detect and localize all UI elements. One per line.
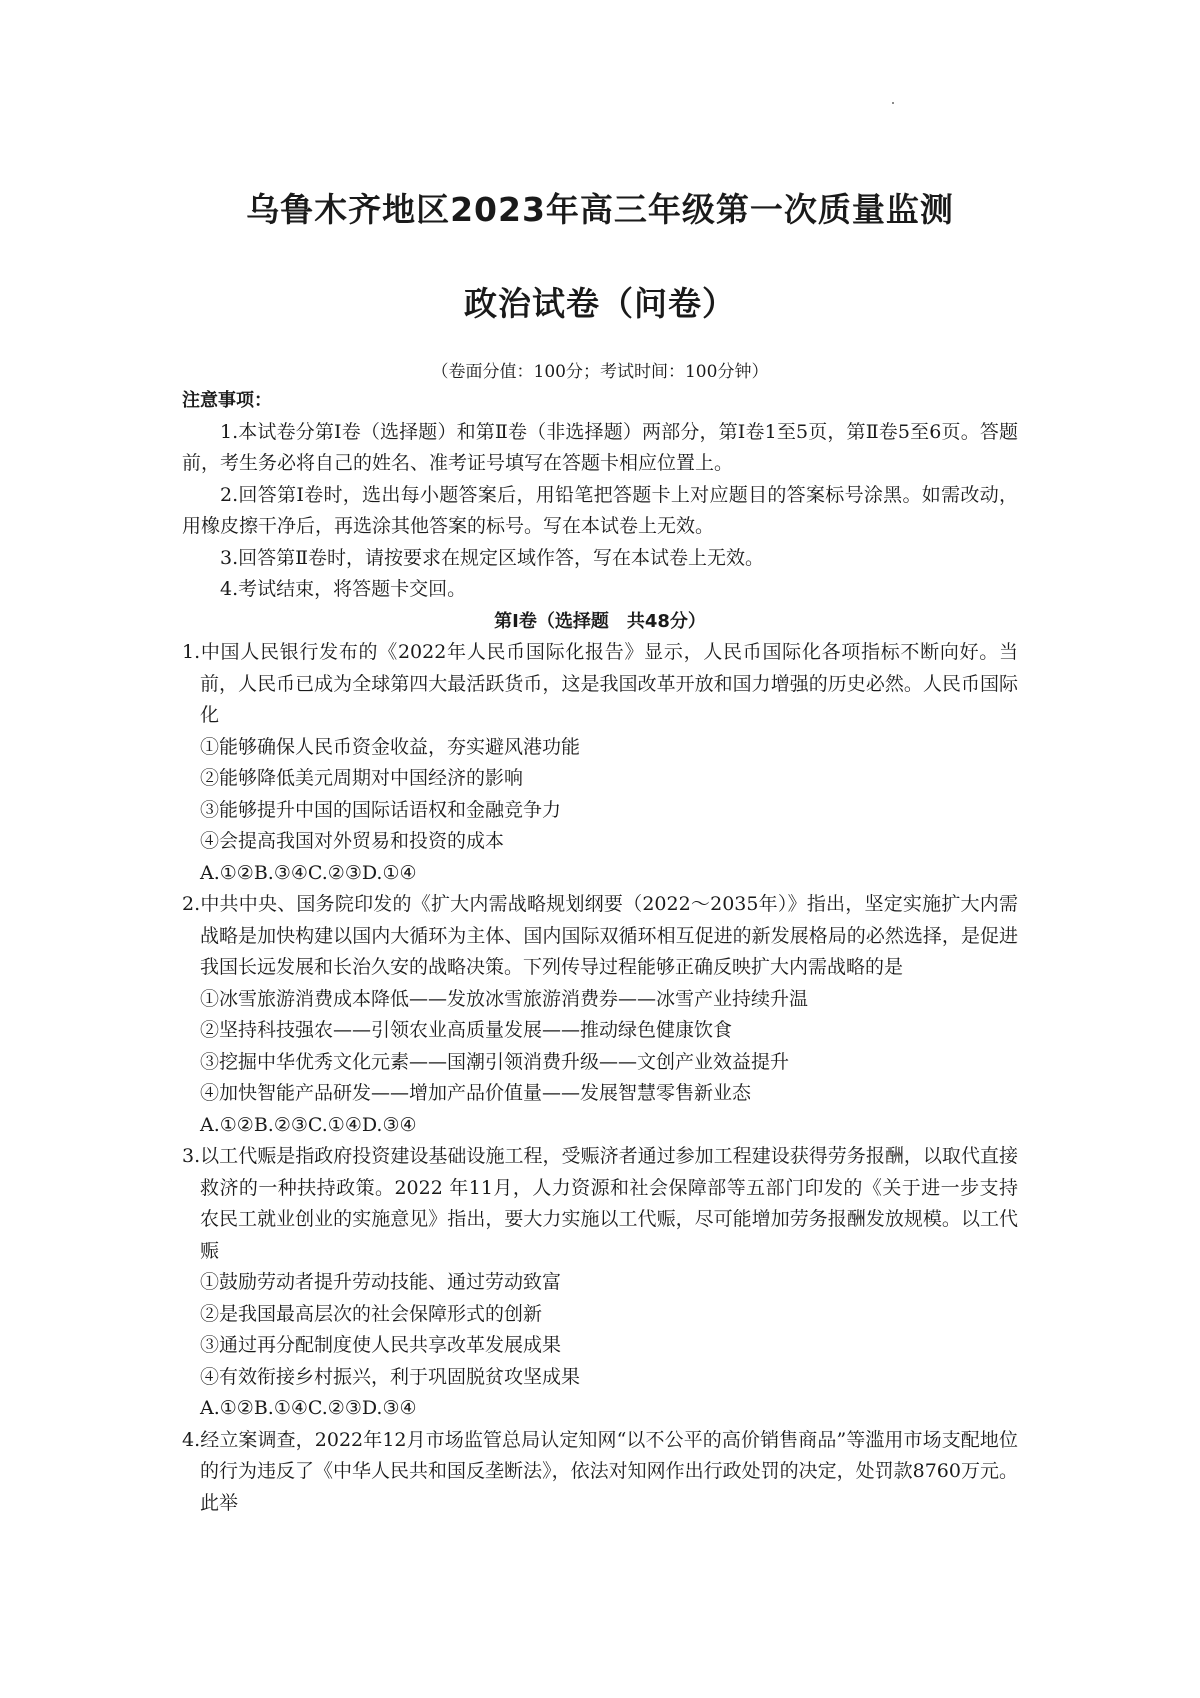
question-option: ①冰雪旅游消费成本降低——发放冰雪旅游消费券——冰雪产业持续升温 (200, 987, 809, 1010)
exam-body (182, 385, 1018, 1519)
question-stem: 1.中国人民银行发布的《2022年人民币国际化报告》显示，人民币国际化各项指标不断向好。当前，人民币已成为全球第四大最活跃货币，这是我国改革开放和国力增强的历史必然。人民币国际化 (182, 641, 1018, 726)
question-option: ②坚持科技强农——引领农业高质量发展——推动绿色健康饮食 (200, 1019, 733, 1041)
exam-title: 乌鲁木齐地区2023年高三年级第一次质量监测 (246, 190, 954, 229)
question-option: ④会提高我国对外贸易和投资的成本 (200, 830, 505, 852)
notice-item: 2.回答第Ⅰ卷时，选出每小题答案后，用铅笔把答题卡上对应题目的答案标号涂黑。如需改动，用橡皮擦干净后，再选涂其他答案的标号。写在本试卷上无效。 (182, 483, 1018, 537)
section-heading: 第Ⅰ卷（选择题 共48分） (494, 610, 706, 632)
question-option: ④加快智能产品研发——增加产品价值量——发展智慧零售新业态 (200, 1082, 752, 1104)
notice-item: 4.考试结束，将答题卡交回。 (220, 578, 467, 600)
question-stem: 2.中共中央、国务院印发的《扩大内需战略规划纲要（2022～2035年）》指出，坚定实施扩大内需战略是加快构建以国内大循环为主体、国内国际双循环相互促进的新发展格局的必然选择，是促进我国长远发展和长治久安的战略决策。下列传导过程能够正确反映扩大内需战略的是 (182, 893, 1018, 978)
question-option: ③挖掘中华优秀文化元素——国潮引领消费升级——文创产业效益提升 (200, 1050, 790, 1073)
question-stem: 3.以工代赈是指政府投资建设基础设施工程，受赈济者通过参加工程建设获得劳务报酬，以取代直接救济的一种扶持政策。2022 年11月，人力资源和社会保障部等五部门印发的《关于进一步支持农民工就业创业的实施意见》指出，要大力实施以工代赈，尽可能增加劳务报酬发放规模。以工代赈 (182, 1145, 1018, 1262)
exam-meta: （卷面分值：100分；考试时间：100分钟） (431, 362, 769, 382)
question-option: ②是我国最高层次的社会保障形式的创新 (200, 1302, 543, 1325)
question-option: ①能够确保人民币资金收益，夯实避风港功能 (200, 735, 581, 758)
question-option: ②能够降低美元周期对中国经济的影响 (200, 767, 524, 789)
answer-choices: A.①②B.③④C.②③D.①④ (200, 861, 417, 884)
question-option: ③通过再分配制度使人民共享改革发展成果 (200, 1334, 562, 1356)
notice-heading: 注意事项： (182, 390, 272, 411)
answer-choices: A.①②B.②③C.①④D.③④ (200, 1113, 417, 1136)
answer-choices: A.①②B.①④C.②③D.③④ (200, 1397, 417, 1419)
exam-subtitle: 政治试卷（问卷） (464, 284, 736, 323)
notice-item: 1.本试卷分第Ⅰ卷（选择题）和第Ⅱ卷（非选择题）两部分，第Ⅰ卷1至5页，第Ⅱ卷5至6页。答题前，考生务必将自己的姓名、准考证号填写在答题卡相应位置上。 (182, 420, 1018, 474)
notice-item: 3.回答第Ⅱ卷时，请按要求在规定区域作答，写在本试卷上无效。 (220, 546, 765, 569)
question-option: ①鼓励劳动者提升劳动技能、通过劳动致富 (200, 1271, 562, 1293)
scan-speck (892, 102, 894, 104)
question-stem: 4.经立案调查，2022年12月市场监管总局认定知网“以不公平的高价销售商品”等滥用市场支配地位的行为违反了《中华人民共和国反垄断法》，依法对知网作出行政处罚的决定，处罚款8760万元。此举 (182, 1428, 1018, 1514)
question-option: ④有效衔接乡村振兴，利于巩固脱贫攻坚成果 (200, 1365, 581, 1388)
question-option: ③能够提升中国的国际话语权和金融竞争力 (200, 798, 562, 821)
